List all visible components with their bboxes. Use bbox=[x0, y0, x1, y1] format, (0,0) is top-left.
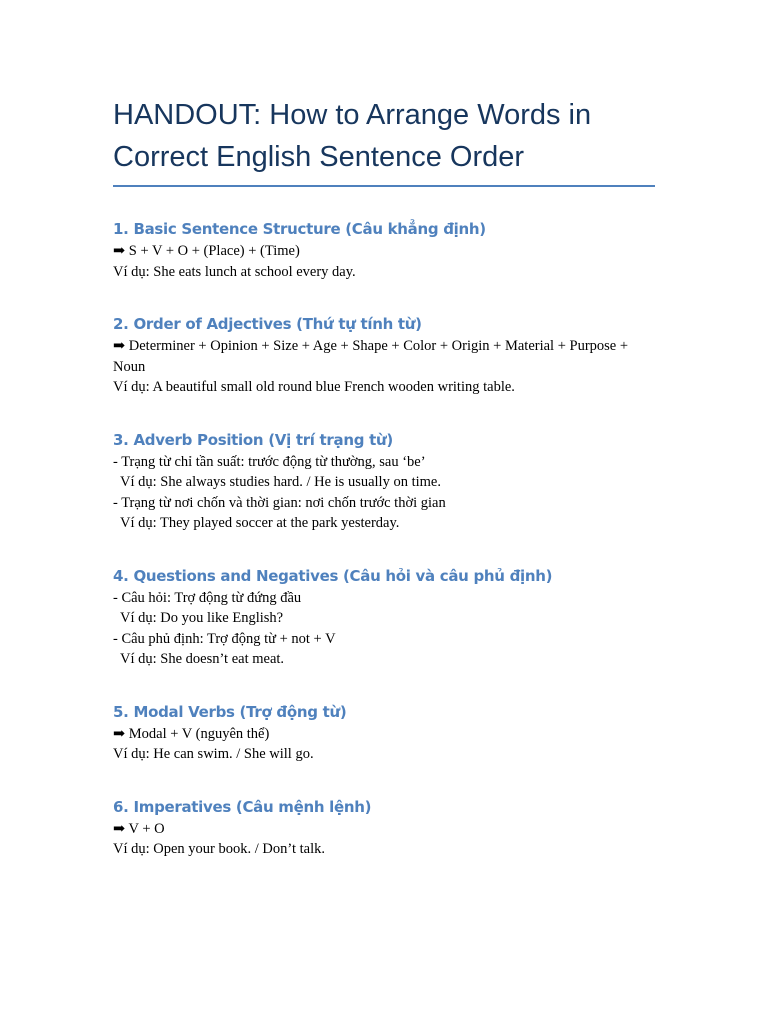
section-heading: 6. Imperatives (Câu mệnh lệnh) bbox=[113, 797, 372, 816]
section-modal-verbs bbox=[113, 701, 655, 765]
section-line: Ví dụ: She always studies hard. / He is usually on time. bbox=[120, 474, 441, 490]
section-heading: 4. Questions and Negatives (Câu hỏi và câu phủ định) bbox=[113, 566, 553, 585]
section-line: Ví dụ: Do you like English? bbox=[120, 610, 284, 626]
section-line: Ví dụ: He can swim. / She will go. bbox=[113, 746, 314, 762]
section-line: - Trạng từ chỉ tần suất: trước động từ thường, sau ‘be’ bbox=[113, 453, 426, 470]
section-basic-structure bbox=[113, 218, 655, 282]
section-line: ➡ V + O bbox=[113, 820, 165, 837]
section-line: Ví dụ: She eats lunch at school every day. bbox=[113, 263, 356, 280]
document-title bbox=[113, 94, 655, 178]
section-line: Ví dụ: Open your book. / Don’t talk. bbox=[113, 841, 325, 857]
title-line-1: HANDOUT: How to Arrange Words in bbox=[113, 99, 592, 131]
section-line: ➡ Modal + V (nguyên thể) bbox=[113, 725, 270, 742]
section-line: Ví dụ: A beautiful small old round blue French wooden writing table. bbox=[113, 379, 515, 395]
section-heading: 2. Order of Adjectives (Thứ tự tính từ) bbox=[113, 315, 422, 333]
section-line: ➡ Determiner + Opinion + Size + Age + Shape + Color + Origin + Material + Purpose + bbox=[113, 338, 629, 354]
section-line: - Câu hỏi: Trợ động từ đứng đầu bbox=[113, 589, 302, 606]
section-imperatives bbox=[113, 796, 655, 860]
section-adjective-order bbox=[113, 313, 655, 398]
title-divider bbox=[113, 185, 655, 187]
section-line: - Câu phủ định: Trợ động từ + not + V bbox=[113, 630, 336, 647]
section-line: Ví dụ: They played soccer at the park yesterday. bbox=[120, 515, 400, 531]
section-heading: 1. Basic Sentence Structure (Câu khẳng định) bbox=[113, 220, 486, 238]
section-heading: 3. Adverb Position (Vị trí trạng từ) bbox=[113, 430, 393, 449]
section-heading: 5. Modal Verbs (Trợ động từ) bbox=[113, 702, 347, 721]
title-line-2: Correct English Sentence Order bbox=[113, 141, 525, 173]
section-questions-negatives bbox=[113, 565, 655, 670]
section-adverb-position bbox=[113, 429, 655, 534]
section-line: - Trạng từ nơi chốn và thời gian: nơi chốn trước thời gian bbox=[113, 494, 446, 511]
section-line: Ví dụ: She doesn’t eat meat. bbox=[120, 651, 285, 667]
section-line: ➡ S + V + O + (Place) + (Time) bbox=[113, 243, 300, 259]
section-line: Noun bbox=[113, 358, 146, 375]
